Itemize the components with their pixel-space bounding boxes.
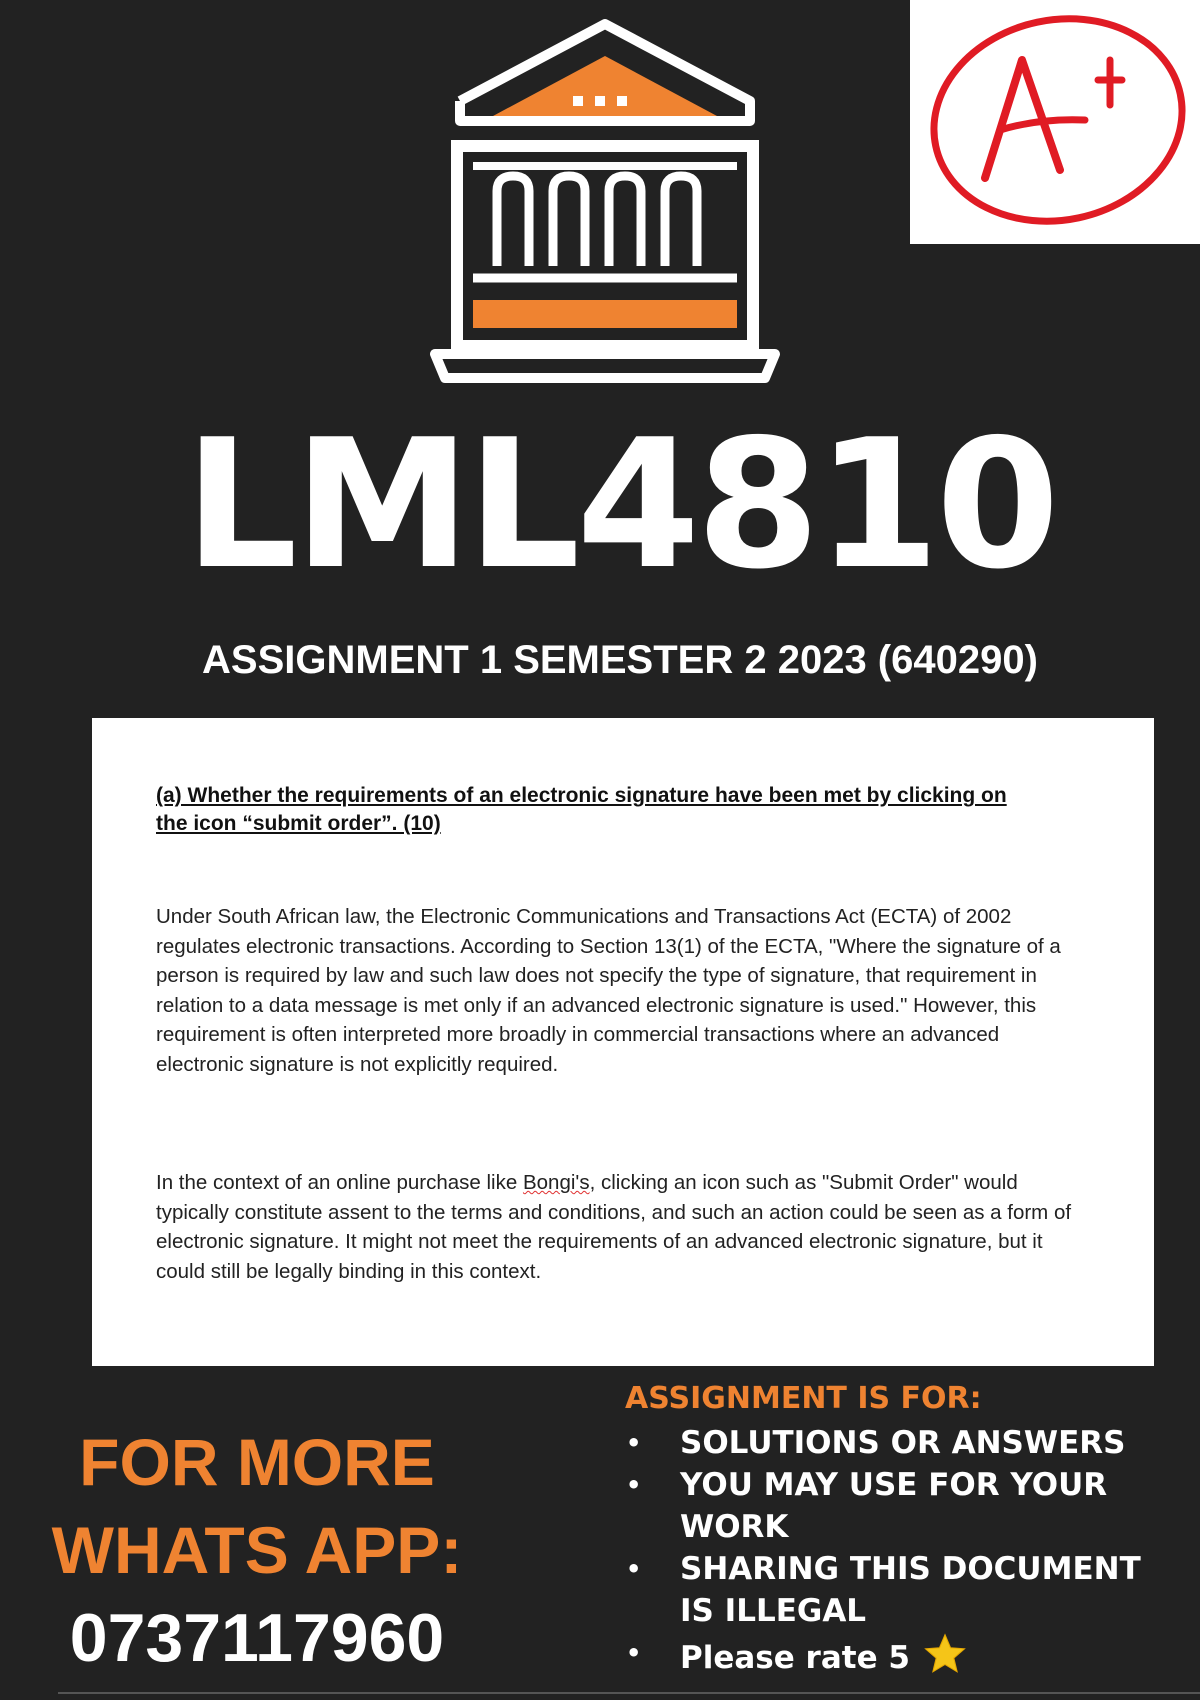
info-item-text: SOLUTIONS OR ANSWERS <box>680 1425 1126 1461</box>
course-code: LML4810 <box>184 401 1056 608</box>
star-icon <box>923 1632 967 1676</box>
bullet: • <box>626 1429 642 1457</box>
info-item <box>620 1464 1180 1548</box>
info-item <box>620 1632 1180 1679</box>
contact-line-2: WHATS APP: <box>51 1513 463 1587</box>
answer-paragraph-2 <box>156 1168 1086 1286</box>
info-item <box>620 1548 1180 1632</box>
question-heading: (a) Whether the requirements of an electronic signature have been met by clicking on the icon “submit order”. (10) <box>156 784 1007 835</box>
answer-paragraph-1: Under South African law, the Electronic Communications and Transactions Act (ECTA) of 2002 regulates electronic transactions. According to Section 13(1) of the ECTA, "Where the signature of a person is required by law and such law does not specify the type of signature, that requirement in relation to a data message is met only if an advanced electronic signature is used." However, this requirement is often interpreted more broadly in commercial transactions where an advanced electronic signature is not explicitly required. <box>156 905 1061 1076</box>
paragraph-2-rest: , clicking an icon such as "Submit Order" would typically constitute assent to the terms and conditions, and such an action could be seen as a form of electronic signature. It might not meet the requirements of an advanced electronic signature, but it could still be legally binding in this context. <box>156 1171 1072 1283</box>
bottom-divider <box>58 1692 1200 1694</box>
bullet: • <box>626 1471 642 1499</box>
paragraph-2-start: In the context of an online purchase like <box>156 1171 523 1194</box>
info-item-text: Please rate 5 <box>680 1640 910 1676</box>
document-preview <box>92 718 1154 1366</box>
bullet: • <box>626 1639 642 1667</box>
contact-phone: 0737117960 <box>69 1600 445 1676</box>
assignment-title: ASSIGNMENT 1 SEMESTER 2 2023 (640290) <box>202 638 1038 682</box>
bullet: • <box>626 1555 642 1583</box>
info-title: ASSIGNMENT IS FOR: <box>625 1381 982 1416</box>
spellcheck-marked-word: Bongi's <box>522 1171 590 1194</box>
info-item <box>620 1422 1180 1464</box>
contact-line-1: FOR MORE <box>79 1425 435 1499</box>
a-plus-grade-icon <box>910 0 1200 244</box>
info-item-text: SHARING THIS DOCUMENT IS ILLEGAL <box>680 1551 1141 1629</box>
grade-stamp <box>910 0 1200 244</box>
info-list <box>620 1422 1180 1679</box>
laptop-bank-logo-icon <box>425 16 785 386</box>
info-item-text: YOU MAY USE FOR YOUR WORK <box>680 1467 1108 1545</box>
